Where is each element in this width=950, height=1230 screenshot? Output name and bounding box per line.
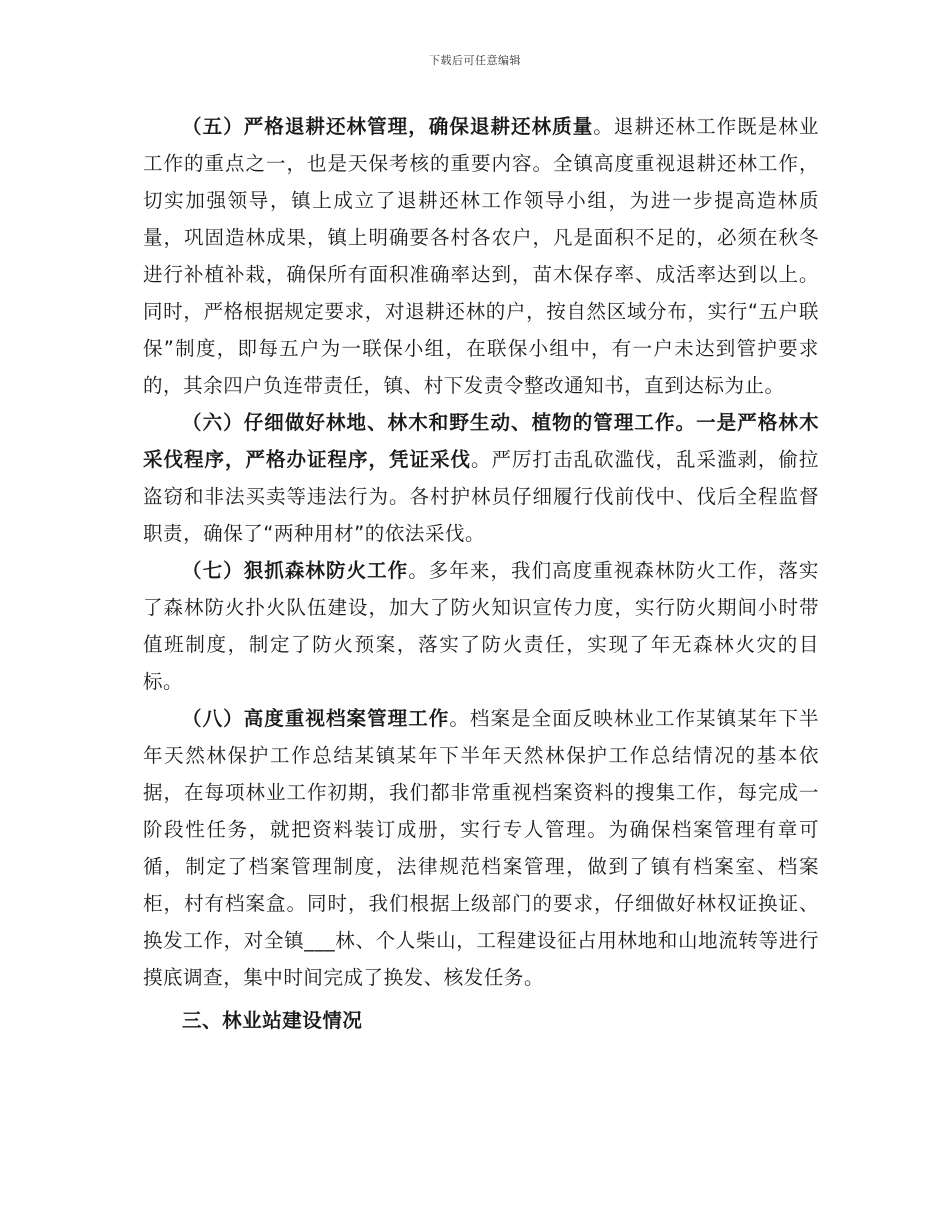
paragraph-7-lead: （七）狠抓森林防火工作 — [182, 559, 409, 582]
section-heading: 三、林业站建设情况 — [182, 1009, 363, 1032]
paragraph-7-text: 。多年来，我们高度重视森林防火工作，落实了森林防火扑火队伍建设，加大了防火知识宣传力度，实行防火期间小时带值班制度，制定了防火预案，落实了防火责任，实现了年无森林火灾的目标。 — [143, 559, 819, 693]
paragraph-6-text: 。严厉打击乱砍滥伐，乱采滥剥，偷拉盗窃和非法买卖等违法行为。各村护林员仔细履行伐前伐中、伐后全程监督职责，确保了“两种用材”的依法采伐。 — [143, 448, 819, 545]
paragraph-5-lead: （五）严格退耕还林管理，确保退耕还林质量 — [182, 115, 594, 138]
paragraph-8-lead: （八）高度重视档案管理工作 — [182, 707, 450, 730]
paragraph-7 — [143, 552, 819, 700]
header-note: 下载后可任意编辑 — [429, 54, 521, 67]
paragraph-8 — [143, 700, 819, 996]
paragraph-8-text: 。档案是全面反映林业工作某镇某年下半年天然林保护工作总结某镇某年下半年天然林保护工作总结情况的基本依据，在每项林业工作初期，我们都非常重视档案资料的搜集工作，每完成一阶段性任务，就把资料装订成册，实行专人管理。为确保档案管理有章可循，制定了档案管理制度，法律规范档案管理，做到了镇有档案室、档案柜，村有档案盒。同时，我们根据上级部门的要求，仔细做好林权证换证、换发工作，对全镇___林、个人柴山，工程建设征占用林地和山地流转等进行摸底调查，集中时间完成了换发、核发任务。 — [143, 707, 819, 989]
paragraph-5-text: 。退耕还林工作既是林业工作的重点之一，也是天保考核的重要内容。全镇高度重视退耕还林工作，切实加强领导，镇上成立了退耕还林工作领导小组，为进一步提高造林质量，巩固造林成果，镇上明确要各村各农户，凡是面积不足的，必须在秋冬进行补植补栽，确保所有面积准确率达到，苗木保存率、成活率达到以上。同时，严格根据规定要求，对退耕还林的户，按自然区域分布，实行“五户联保”制度，即每五户为一联保小组，在联保小组中，有一户未达到管护要求的，其余四户负连带责任，镇、村下发责令整改通知书，直到达标为止。 — [143, 115, 819, 397]
document-body — [143, 108, 819, 1039]
paragraph-6-lead: （六）仔细做好林地、林木和野生动、植物的管理工作。一是严格林木采伐程序，严格办证程序，凭证采伐 — [143, 411, 819, 471]
paragraph-5 — [143, 108, 819, 404]
paragraph-6 — [143, 404, 819, 552]
